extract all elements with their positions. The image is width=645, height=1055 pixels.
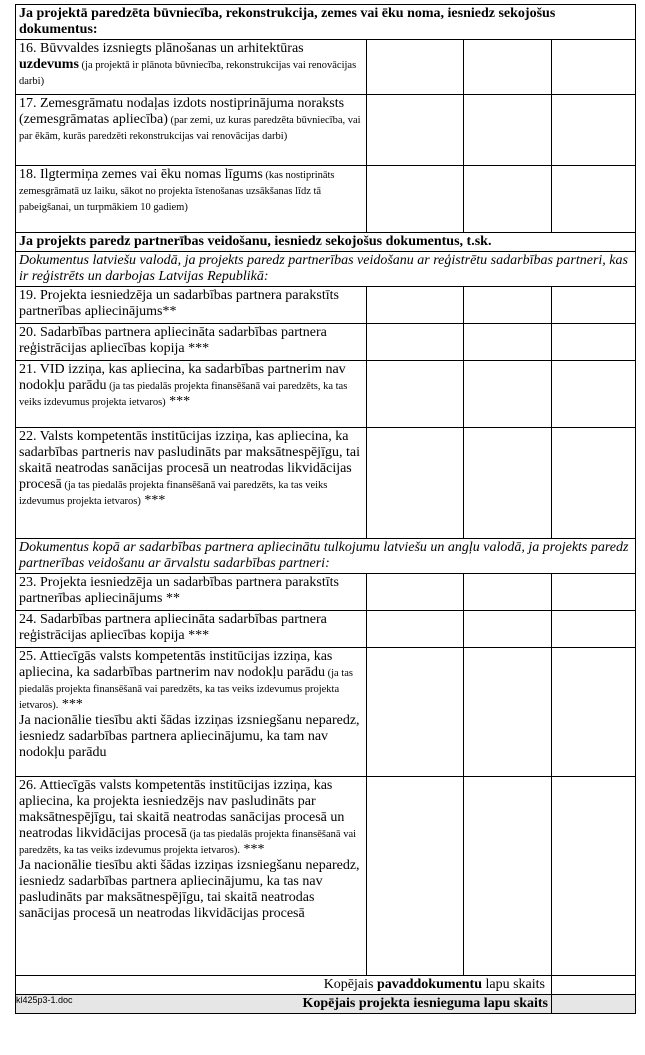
- cell-input[interactable]: [552, 777, 636, 976]
- cell-input[interactable]: [464, 777, 552, 976]
- item-text: 25. Attiecīgās valsts kompetentās institūcijas izziņa, kas apliecina, ka sadarbības partnerim nav nodokļu parādu (ja tas piedalās projekta finansēšanā vai paredzēts, ka tas veiks izdevumus projekta ietvaros). *** Ja nacionālie tiesību akti šādas izziņas izsniegšanu neparedz, iesniedz sadarbības partnera apliecinājumu, ka tam nav nodokļu parādu: [16, 648, 367, 777]
- table-row: [16, 40, 636, 95]
- cell-input[interactable]: [367, 428, 464, 539]
- table-row: [16, 287, 636, 324]
- cell-input[interactable]: [367, 287, 464, 324]
- table-row: [16, 648, 636, 777]
- table-row: [16, 324, 636, 361]
- cell-input[interactable]: [464, 166, 552, 233]
- section-note: Dokumentus latviešu valodā, ja projekts paredz partnerības veidošanu ar reģistrētu sadarbības partneri, kas ir reģistrēts un darbojas Latvijas Republikā:: [16, 252, 636, 287]
- cell-input[interactable]: [464, 574, 552, 611]
- cell-input[interactable]: [464, 611, 552, 648]
- cell-input[interactable]: [464, 428, 552, 539]
- item-text: 26. Attiecīgās valsts kompetentās institūcijas izziņa, kas apliecina, ka projekta iesniedzējs nav pasludināts par maksātnespējīgu, tai skaitā neatrodas sanācijas procesā un neatrodas likvidācijas procesā (ja tas piedalās projekta finansēšanā vai paredzēts, ka tas veiks izdevumus projekta ietvaros). *** Ja nacionālie tiesību akti šādas izziņas izsniegšanu neparedz, iesniedz sadarbības partnera apliecinājumu, ka tas nav pasludināts par maksātnespējīgu, tai skaitā neatrodas sanācijas procesā un neatrodas likvidācijas procesā: [16, 777, 367, 976]
- cell-input[interactable]: [367, 324, 464, 361]
- table-row: [16, 777, 636, 976]
- table-row: [16, 574, 636, 611]
- total-pages-input[interactable]: [552, 995, 636, 1014]
- item-text: 17. Zemesgrāmatu nodaļas izdots nostiprinājuma noraksts (zemesgrāmatas apliecība) (par zemi, uz kuras paredzēta būvniecība, vai par ēkām, kurās paredzēti rekonstrukcijas vai renovācijas darbi): [16, 95, 367, 166]
- cell-input[interactable]: [552, 166, 636, 233]
- cell-input[interactable]: [552, 428, 636, 539]
- cell-input[interactable]: [464, 361, 552, 428]
- cell-input[interactable]: [464, 95, 552, 166]
- documents-table: [15, 4, 636, 1014]
- cell-input[interactable]: [367, 361, 464, 428]
- table-row: [16, 428, 636, 539]
- item-text: 24. Sadarbības partnera apliecināta sadarbības partnera reģistrācijas apliecības kopija ***: [16, 611, 367, 648]
- item-text: 20. Sadarbības partnera apliecināta sadarbības partnera reģistrācijas apliecības kopija ***: [16, 324, 367, 361]
- table-row: [16, 95, 636, 166]
- cell-input[interactable]: [552, 611, 636, 648]
- section-header-construction: [16, 5, 636, 40]
- item-text: 18. Ilgtermiņa zemes vai ēku nomas līgums (kas nostiprināts zemesgrāmatā uz laiku, sākot no projekta īstenošanas uzsākšanas līdz tā pabeigšanai, un turpmākiem 10 gadiem): [16, 166, 367, 233]
- attachment-pages-row: [16, 976, 636, 995]
- cell-input[interactable]: [367, 40, 464, 95]
- table-row: [16, 611, 636, 648]
- item-text: 16. Būvvaldes izsniegts plānošanas un arhitektūras uzdevums (ja projektā ir plānota būvniecība, rekonstrukcijas vai renovācijas darbi): [16, 40, 367, 95]
- cell-input[interactable]: [552, 324, 636, 361]
- cell-input[interactable]: [464, 324, 552, 361]
- total-pages-row: [16, 995, 636, 1014]
- cell-input[interactable]: [552, 40, 636, 95]
- attachment-pages-input[interactable]: [552, 976, 636, 995]
- item-text: 21. VID izziņa, kas apliecina, ka sadarbības partnerim nav nodokļu parādu (ja tas piedalās projekta finansēšanā vai paredzēts, ka tas veiks izdevumus projekta ietvaros) ***: [16, 361, 367, 428]
- section-header-partner: [16, 233, 636, 252]
- cell-input[interactable]: [552, 95, 636, 166]
- total-pages-label: Kopējais projekta iesnieguma lapu skaits: [16, 995, 552, 1014]
- cell-input[interactable]: [464, 648, 552, 777]
- section-title: Ja projekts paredz partnerības veidošanu, iesniedz sekojošus dokumentus, t.sk.: [16, 233, 636, 252]
- cell-input[interactable]: [367, 648, 464, 777]
- file-reference: kl425p3-1.doc: [16, 995, 73, 1005]
- cell-input[interactable]: [367, 574, 464, 611]
- section-title: Ja projektā paredzēta būvniecība, rekonstrukcija, zemes vai ēku noma, iesniedz sekojošus dokumentus:: [16, 5, 636, 40]
- cell-input[interactable]: [367, 777, 464, 976]
- cell-input[interactable]: [464, 287, 552, 324]
- cell-input[interactable]: [552, 361, 636, 428]
- table-row: [16, 166, 636, 233]
- table-row: [16, 361, 636, 428]
- attachment-pages-label: Kopējais pavaddokumentu lapu skaits: [16, 976, 552, 995]
- cell-input[interactable]: [367, 611, 464, 648]
- cell-input[interactable]: [367, 95, 464, 166]
- cell-input[interactable]: [552, 287, 636, 324]
- section-note-foreign: [16, 539, 636, 574]
- cell-input[interactable]: [552, 574, 636, 611]
- item-text: 19. Projekta iesniedzēja un sadarbības partnera parakstīts partnerības apliecinājums**: [16, 287, 367, 324]
- item-text: 23. Projekta iesniedzēja un sadarbības partnera parakstīts partnerības apliecinājums **: [16, 574, 367, 611]
- item-text: 22. Valsts kompetentās institūcijas izziņa, kas apliecina, ka sadarbības partneris nav pasludināts par maksātnespējīgu, tai skaitā neatrodas sanācijas procesā un neatrodas likvidācijas procesā (ja tas piedalās projekta finansēšanā vai paredzēts, ka tas veiks izdevumus projekta ietvaros) ***: [16, 428, 367, 539]
- section-note: Dokumentus kopā ar sadarbības partnera apliecinātu tulkojumu latviešu un angļu valodā, ja projekts paredz partnerības veidošanu ar ārvalstu sadarbības partneri:: [16, 539, 636, 574]
- cell-input[interactable]: [464, 40, 552, 95]
- section-note-latvian: [16, 252, 636, 287]
- cell-input[interactable]: [367, 166, 464, 233]
- cell-input[interactable]: [552, 648, 636, 777]
